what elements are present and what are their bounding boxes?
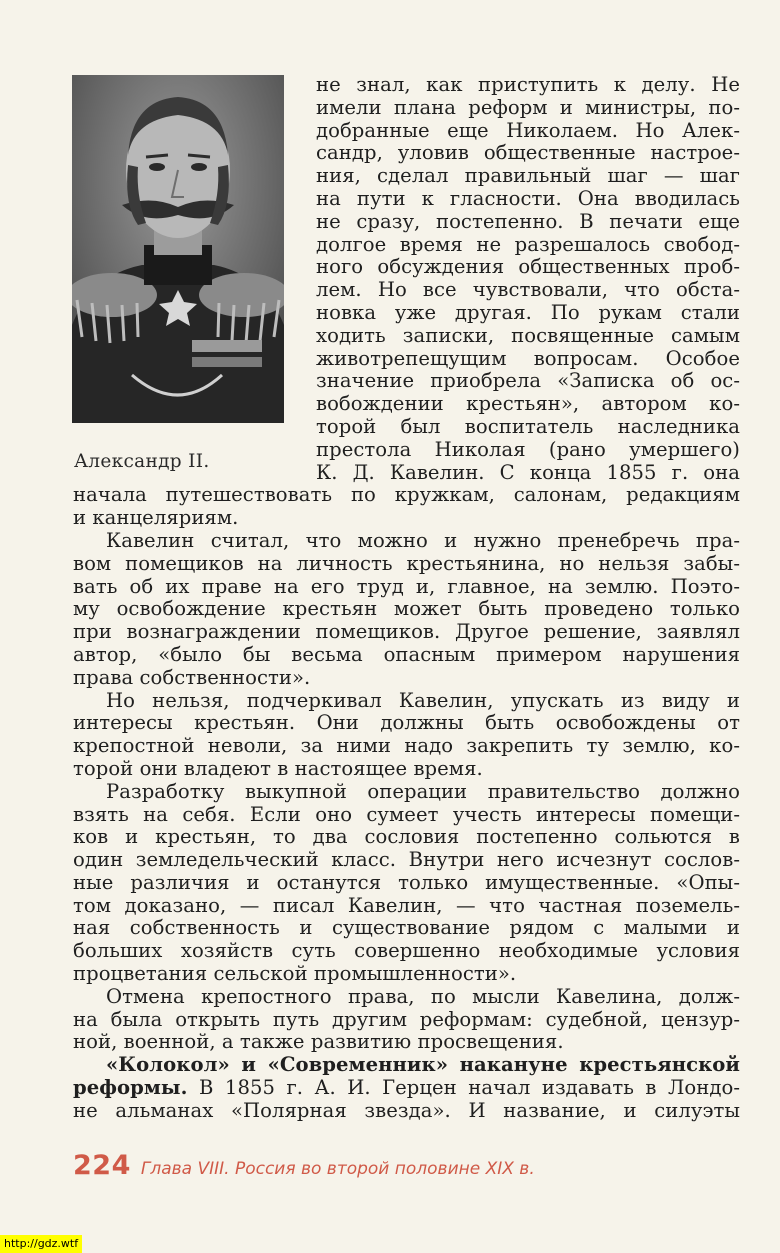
paragraphs [73,484,740,1054]
text-line: права собственности». [73,666,311,689]
text-line: при вознаграждении помещиков. Другое решение, заявлял [73,621,740,644]
text-line: вать об их праве на его труд и, главное, на землю. Поэто- [73,575,740,598]
figure-caption: Александр II. [74,451,210,472]
paragraph [73,986,740,1054]
text-line: долгое время не разрешалось свобод- [316,233,740,256]
section-heading-paragraph [73,1054,740,1122]
text-line: ния, сделал правильный шаг — шаг [316,165,740,188]
text-line: и канцеляриям. [73,507,239,530]
running-header-chapter: Глава VIII. Россия во второй половине XIX в. [140,1159,535,1179]
text-line: торой они владеют в настоящее время. [73,757,483,780]
text-line: сандр, уловив общественные настрое- [316,142,740,165]
text-line: му освобождение крестьян может быть проведено только [73,598,740,621]
text-line: добранные еще Николаем. Но Алек- [316,119,740,142]
page-number: 224 [73,1150,131,1181]
paragraph [73,781,740,986]
watermark-link[interactable]: http://gdz.wtf [0,1235,82,1253]
text-line: автор, «было бы весьма опасным примером нарушения [73,643,740,666]
text-line: Но нельзя, подчеркивал Кавелин, упускать из виду и [106,689,740,712]
paragraph [73,690,740,781]
text-line: значение приобрела «Записка об ос- [316,370,740,393]
text-line: Разработку выкупной операции правительство должно [106,780,740,803]
text-line: Кавелин считал, что можно и нужно пренебречь пра- [106,529,740,552]
section-heading: «Колокол» и «Современник» накануне крестьянской [106,1054,740,1077]
text-line: том доказано, — писал Кавелин, — что частная поземель- [73,894,740,917]
text-line: один земледельческий класс. Внутри него исчезнут сослов- [73,849,740,872]
paragraph [73,484,740,530]
text-line: ной, военной, а также развитию просвещения. [73,1031,564,1054]
text-line: К. Д. Кавелин. С конца 1855 г. она [316,461,740,484]
text-line: ного обсуждения общественных проб- [316,256,740,279]
text-line: процветания сельской промышленности». [73,963,517,986]
text-line: ходить записки, посвященные самым [316,324,740,347]
text-line: не знал, как приступить к делу. Не [316,74,740,96]
text-run: В 1855 г. А. И. Герцен начал издавать в Лондо- [187,1077,740,1100]
text-line: Отмена крепостного права, по мысли Кавелина, долж- [106,985,740,1008]
text-line: ные различия и останутся только имущественные. «Опы- [73,871,740,894]
text-line: престола Николая (рано умершего) [316,438,740,461]
text-line: новка уже другая. По рукам стали [316,301,740,324]
text-line: ков и крестьян, то два сословия постепенно сольются в [73,826,740,849]
text-line: вобождении крестьян», автором ко- [316,393,740,416]
page-footer [73,1150,535,1181]
body-text [73,74,740,1123]
text-beside-figure [316,74,740,484]
text-line: не сразу, постепенно. В печати еще [316,210,740,233]
text-line: больших хозяйств суть совершенно необходимые условия [73,940,740,963]
text-line: на была открыть путь другим реформам: судебной, цензур- [73,1008,740,1031]
text-line: начала путешествовать по кружкам, салонам, редакциям [73,484,740,507]
text-line: животрепещущим вопросам. Особое [316,347,740,370]
text-line: ная собственность и существование рядом с малыми и [73,917,740,940]
section-heading-end: реформы. [73,1077,188,1100]
text-line: торой был воспитатель наследника [316,415,740,438]
text-line: интересы крестьян. Они должны быть освобождены от [73,712,740,735]
text-line: лем. Но все чувствовали, что обста- [316,279,740,302]
text-line: взять на себя. Если оно сумеет учесть интересы помещи- [73,803,740,826]
text-line: не альманах «Полярная звезда». И название, и силуэты [73,1099,740,1122]
text-line [73,1054,740,1077]
text-line: крепостной неволи, за ними надо закрепить ту землю, ко- [73,735,740,758]
text-line: вом помещиков на личность крестьянина, но нельзя забы- [73,552,740,575]
text-line [73,1077,740,1100]
text-line: имели плана реформ и министры, по- [316,96,740,119]
paragraph [73,530,740,690]
text-line: на пути к гласности. Она вводилась [316,187,740,210]
